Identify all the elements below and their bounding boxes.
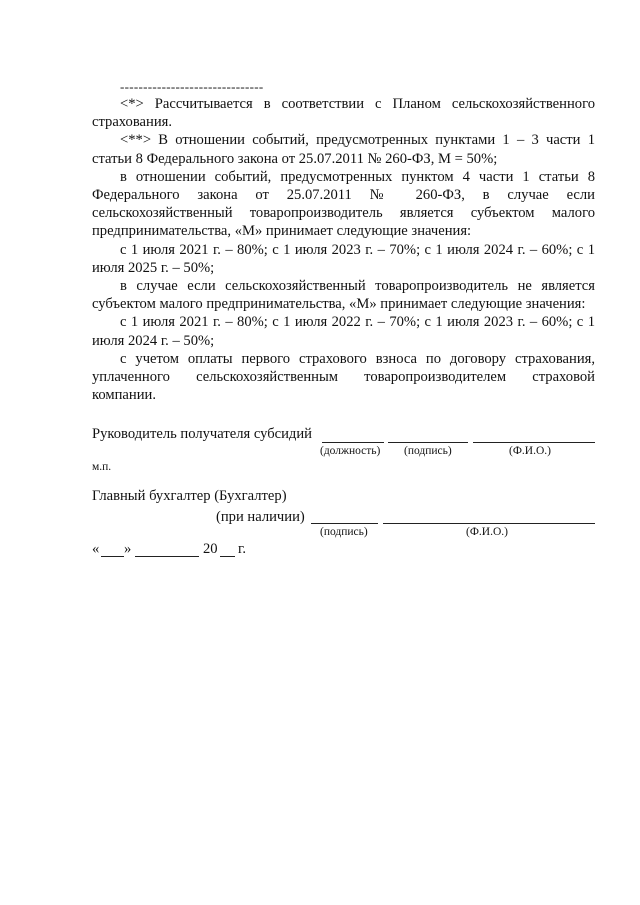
- accountant-caption-name: (Ф.И.О.): [466, 526, 508, 538]
- stamp-place: м.п.: [92, 461, 112, 473]
- date-year-suffix: г.: [238, 541, 246, 557]
- accountant-qualifier: (при наличии): [216, 509, 305, 525]
- signature-line: [388, 442, 468, 443]
- caption-name: (Ф.И.О.): [509, 445, 551, 457]
- date-year-line: [220, 556, 235, 557]
- footnote-2-rates-small-business: с 1 июля 2021 г. – 80%; с 1 июля 2023 г. – 70%; с 1 июля 2024 г. – 60%; с 1 июля 2025 г. – 50%;: [92, 241, 595, 276]
- footnote-2: <**> В отношении событий, предусмотренных пунктами 1 – 3 части 1 статьи 8 Федерального закона от 25.07.2011 № 260-ФЗ, М = 50%;: [92, 132, 595, 167]
- accountant-signature-line: [311, 523, 378, 524]
- footnote-1: <*> Рассчитывается в соответствии с Планом сельскохозяйственного страхования.: [92, 96, 595, 131]
- accountant-signature-label: Главный бухгалтер (Бухгалтер): [92, 488, 287, 504]
- footnote-separator: -------------------------------: [120, 79, 264, 94]
- head-signature-label: Руководитель получателя субсидий: [92, 426, 312, 442]
- position-line: [322, 442, 384, 443]
- footnotes-block: [92, 95, 595, 404]
- date-quote-close: »: [124, 541, 132, 557]
- date-year-prefix: 20: [203, 541, 218, 557]
- accountant-caption-signature: (подпись): [320, 526, 368, 538]
- date-day-line: [101, 556, 124, 557]
- footnote-2-payment-note: с учетом оплаты первого страхового взноса по договору страхования, уплаченного сельскохозяйственным товаропроизводителем страховой компании.: [92, 350, 595, 404]
- caption-position: (должность): [320, 445, 381, 457]
- name-line: [473, 442, 595, 443]
- footnote-2-item-small-business: в отношении событий, предусмотренных пунктом 4 части 1 статьи 8 Федерального закона от 25.07.2011 № 260-ФЗ, в случае если сельскохозяйственный товаропроизводитель является субъектом малого предпринимательства, «М» принимает следующие значения:: [92, 168, 595, 240]
- footnote-2-rates-non-small-business: с 1 июля 2021 г. – 80%; с 1 июля 2022 г. – 70%; с 1 июля 2023 г. – 60%; с 1 июля 2024 г. – 50%;: [92, 314, 595, 349]
- accountant-name-line: [383, 523, 595, 524]
- date-month-line: [135, 556, 199, 557]
- date-quote-open: «: [92, 541, 100, 557]
- caption-signature: (подпись): [404, 445, 452, 457]
- footnote-2-item-non-small-business: в случае если сельскохозяйственный товаропроизводитель не является субъектом малого предпринимательства, «М» принимает следующие значения:: [92, 278, 595, 313]
